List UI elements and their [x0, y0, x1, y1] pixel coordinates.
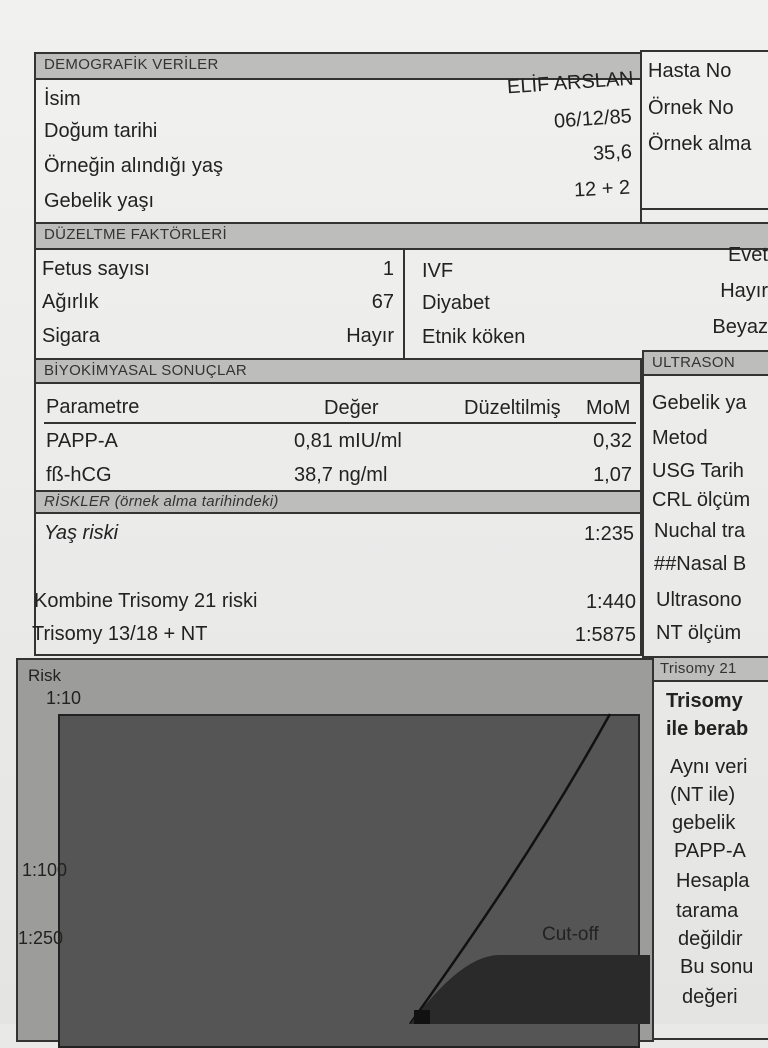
demographics-header: DEMOGRAFİK VERİLER — [36, 54, 640, 80]
birthdate-label: Doğum tarihi — [44, 120, 158, 142]
t1318-risk-label: Trisomy 13/18 + NT — [32, 623, 208, 645]
trisomy-line-0: Aynı veri — [670, 756, 748, 778]
diabetes-label: Diyabet — [422, 292, 490, 314]
trisomy-line-5: tarama — [676, 900, 739, 922]
trisomy-line-4: Hesapla — [676, 870, 750, 892]
us-item-0: Gebelik ya — [652, 392, 747, 414]
fetus-count-label: Fetus sayısı — [42, 258, 150, 280]
ytick-1-100: 1:100 — [22, 860, 68, 880]
smoking-label: Sigara — [42, 325, 100, 347]
weight-value: 67 — [371, 291, 394, 313]
risk-marker — [414, 1010, 430, 1024]
ultrasound-header: ULTRASON — [644, 352, 768, 376]
trisomy-panel-header: Trisomy 21 — [652, 658, 768, 682]
trisomy-bold-1: ile berab — [666, 718, 749, 740]
ytick-1-10: 1:10 — [46, 688, 82, 708]
col-corrected: Düzeltilmiş — [464, 397, 561, 419]
us-item-2: USG Tarih — [652, 460, 744, 482]
us-item-7: NT ölçüm — [656, 622, 742, 644]
col-mom: MoM — [586, 397, 631, 419]
trisomy-line-1: (NT ile) — [670, 784, 736, 806]
trisomy-line-6: değildir — [678, 928, 743, 950]
cutoff-label: Cut-off — [542, 924, 599, 945]
pappa-value: 0,81 mIU/ml — [294, 430, 402, 452]
age-risk-label: Yaş riski — [44, 522, 119, 544]
trisomy-line-7: Bu sonu — [680, 956, 754, 978]
ethnicity-value: Beyaz — [712, 316, 768, 338]
risk-axis-label: Risk — [28, 666, 62, 685]
fetus-count-value: 1 — [382, 258, 394, 280]
hcg-value: 38,7 ng/ml — [294, 464, 388, 486]
sample-age-value: 35,6 — [592, 140, 633, 166]
age-risk-value: 1:235 — [583, 523, 634, 545]
t21-risk-value: 1:440 — [585, 591, 636, 613]
biochem-header: BİYOKİMYASAL SONUÇLAR — [36, 360, 640, 384]
gestational-age-label: Gebelik yaşı — [44, 190, 155, 212]
col-parameter: Parametre — [46, 396, 140, 418]
patient-no-label: Hasta No — [648, 60, 732, 82]
gestational-age-value: 12 + 2 — [573, 176, 631, 202]
risks-header: RİSKLER (örnek alma tarihindeki) — [36, 492, 640, 514]
hcg-mom: 1,07 — [593, 464, 632, 486]
ivf-value: Evet — [727, 244, 768, 266]
hcg-param: fß-hCG — [46, 464, 112, 486]
t1318-risk-value: 1:5875 — [574, 624, 636, 646]
sample-age-label: Örneğin alındığı yaş — [44, 155, 223, 177]
us-item-6: Ultrasono — [656, 589, 742, 611]
name-value: ELİF ARSLAN — [506, 67, 635, 99]
name-label: İsim — [44, 88, 81, 110]
trisomy-line-3: PAPP-A — [674, 840, 746, 862]
sample-no-label: Örnek No — [648, 97, 734, 119]
t21-risk-label: Kombine Trisomy 21 riski — [34, 590, 258, 612]
pappa-mom: 0,32 — [593, 430, 632, 452]
ytick-1-250: 1:250 — [18, 928, 64, 948]
trisomy-bold-0: Trisomy — [666, 690, 743, 712]
ivf-label: IVF — [422, 260, 454, 282]
col-value: Değer — [324, 397, 379, 419]
birthdate-value: 06/12/85 — [553, 105, 633, 133]
ethnicity-label: Etnik köken — [422, 326, 526, 348]
sample-date-label: Örnek alma — [648, 133, 752, 155]
trisomy-line-8: değeri — [682, 986, 738, 1008]
us-item-5: ##Nasal B — [654, 553, 747, 575]
weight-label: Ağırlık — [42, 291, 99, 313]
us-item-3: CRL ölçüm — [652, 489, 751, 511]
pappa-param: PAPP-A — [46, 430, 118, 452]
us-item-4: Nuchal tra — [654, 520, 746, 542]
smoking-value: Hayır — [346, 325, 394, 347]
corrections-header: DÜZELTME FAKTÖRLERİ — [36, 224, 768, 250]
diabetes-value: Hayır — [720, 280, 768, 302]
trisomy-line-2: gebelik — [672, 812, 736, 834]
us-item-1: Metod — [652, 427, 708, 449]
risk-cutoff-region — [410, 955, 650, 1024]
